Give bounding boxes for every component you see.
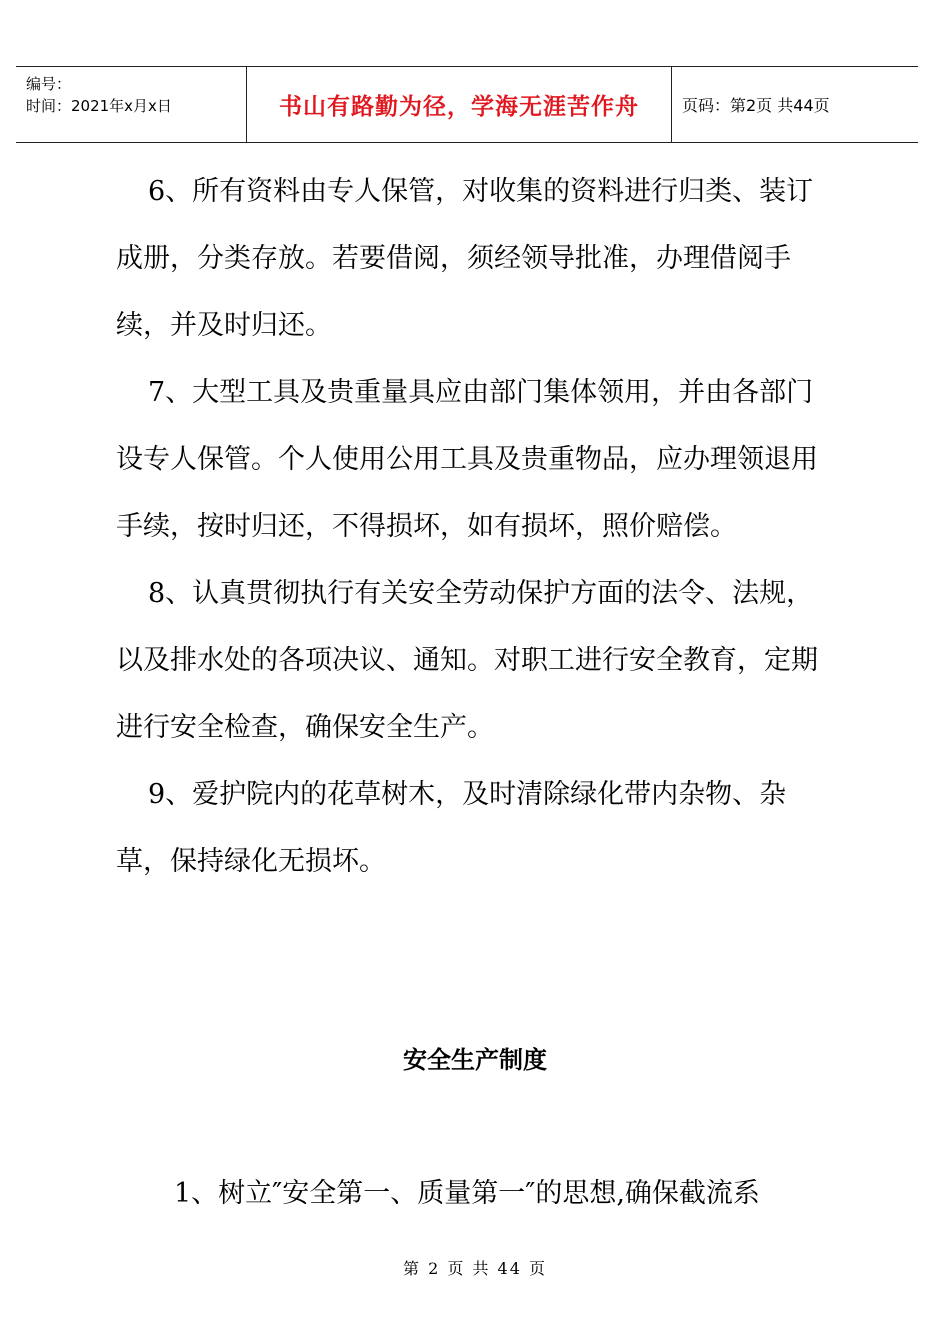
header-meta xyxy=(16,67,246,142)
header-page-info: 页码：第2页 共44页 xyxy=(682,96,830,115)
page-footer: 第 2 页 共 44 页 xyxy=(403,1259,547,1278)
section-paragraph-1: 1、树立″安全第一、质量第一″的思想,确保截流系 xyxy=(174,1178,760,1209)
header-page-cell xyxy=(672,67,918,142)
header-motto: 书山有路勤为径，学海无涯苦作舟 xyxy=(279,93,639,120)
document-number-label: 编号： xyxy=(26,75,72,93)
section-title: 安全生产制度 xyxy=(403,1046,547,1074)
document-time: 时间：2021年x月x日 xyxy=(26,97,172,115)
page-header xyxy=(16,66,918,143)
paragraph-6: 6、所有资料由专人保管，对收集的资料进行归类、装订成册，分类存放。若要借阅，须经领导批准，办理借阅手续，并及时归还。 xyxy=(116,176,814,341)
paragraph-7: 7、大型工具及贵重量具应由部门集体领用，并由各部门设专人保管。个人使用公用工具及贵重物品，应办理领退用手续，按时归还，不得损坏，如有损坏，照价赔偿。 xyxy=(116,377,818,542)
document-body xyxy=(116,158,820,895)
paragraph-9: 9、爱护院内的花草树木，及时清除绿化带内杂物、杂草，保持绿化无损坏。 xyxy=(116,779,787,877)
section-body xyxy=(116,1160,820,1227)
paragraph-8: 8、认真贯彻执行有关安全劳动保护方面的法令、法规，以及排水处的各项决议、通知。对职工进行安全教育，定期进行安全检查，确保安全生产。 xyxy=(116,578,818,743)
header-motto-cell xyxy=(246,67,672,142)
